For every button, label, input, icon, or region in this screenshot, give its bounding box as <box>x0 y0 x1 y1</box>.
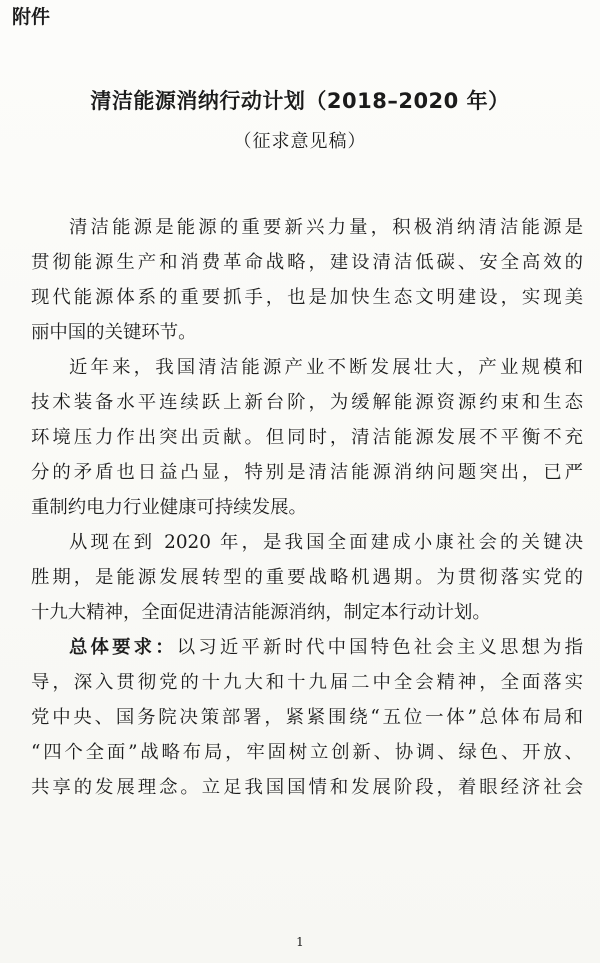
paragraph-line: 从现在到 2020 年，是我国全面建成小康社会的关键决 <box>69 532 583 553</box>
paragraph-line: 党中央、国务院决策部署，紧紧围绕“五位一体”总体布局和 <box>31 707 583 728</box>
paragraph-line: 技术装备水平连续跃上新台阶，为缓解能源资源约束和生态 <box>31 392 583 413</box>
attachment-label: 附件 <box>12 6 51 28</box>
section-lead: 总体要求： <box>69 637 177 658</box>
paragraph-line: 分的矛盾也日益凸显，特别是清洁能源消纳问题突出，已严 <box>31 462 583 483</box>
document-subtitle: （征求意见稿） <box>233 131 367 152</box>
paragraph-line: 重制约电力行业健康可持续发展。 <box>31 497 307 518</box>
paragraph-3 <box>31 525 583 630</box>
paragraph-1 <box>31 210 583 350</box>
paragraph-line: 十九大精神，全面促进清洁能源消纳，制定本行动计划。 <box>31 602 491 623</box>
paragraph-line-text: 以习近平新时代中国特色社会主义思想为指 <box>176 637 583 658</box>
paragraph-line: “四个全面”战略布局，牢固树立创新、协调、绿色、开放、 <box>31 742 583 763</box>
paragraph-line: 清洁能源是能源的重要新兴力量，积极消纳清洁能源是 <box>69 217 583 238</box>
paragraph-line: 近年来，我国清洁能源产业不断发展壮大，产业规模和 <box>69 357 583 378</box>
paragraph-2 <box>31 350 583 525</box>
paragraph-line: 环境压力作出突出贡献。但同时，清洁能源发展不平衡不充 <box>31 427 583 448</box>
paragraph-line-with-lead <box>31 630 583 665</box>
paragraph-line: 丽中国的关键环节。 <box>31 322 197 343</box>
paragraph-line: 现代能源体系的重要抓手，也是加快生态文明建设，实现美 <box>31 287 583 308</box>
paragraph-4 <box>31 630 583 805</box>
document-body <box>31 210 583 805</box>
page-number: 1 <box>296 935 304 949</box>
document-title: 清洁能源消纳行动计划（2018–2020 年） <box>90 89 510 113</box>
paragraph-line: 贯彻能源生产和消费革命战略，建设清洁低碳、安全高效的 <box>31 252 583 273</box>
paragraph-line: 导，深入贯彻党的十九大和十九届二中全会精神，全面落实 <box>31 672 583 693</box>
paragraph-line: 共享的发展理念。立足我国国情和发展阶段，着眼经济社会 <box>31 777 583 798</box>
paragraph-line: 胜期，是能源发展转型的重要战略机遇期。为贯彻落实党的 <box>31 567 583 588</box>
